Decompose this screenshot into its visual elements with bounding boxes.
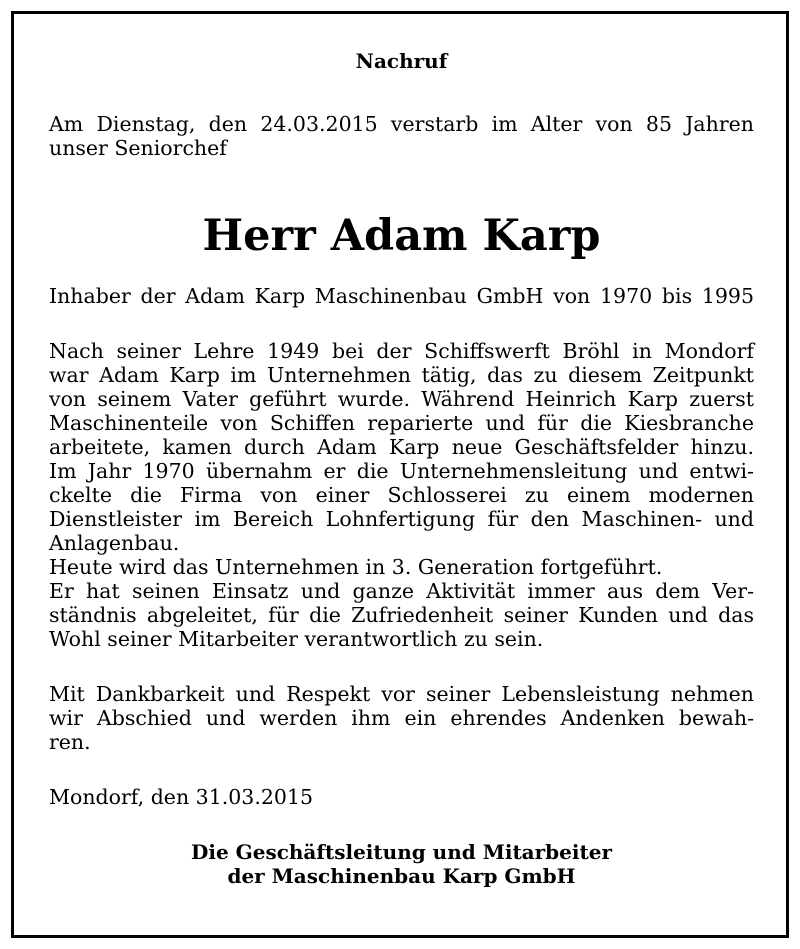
farewell-line-2: wir Abschied und werden ihm ein ehrendes Andenken bewah- [49, 706, 754, 730]
biography-line-5: arbeitete, kamen durch Adam Karp neue Geschäftsfelder hinzu. [49, 435, 754, 459]
intro-line-1: Am Dienstag, den 24.03.2015 verstarb im Alter von 85 Jahren [49, 112, 754, 136]
biography-line-6: Im Jahr 1970 übernahm er die Unternehmensleitung und entwi- [49, 459, 754, 483]
biography-line-10: Heute wird das Unternehmen in 3. Generation fortgeführt. [49, 555, 663, 579]
obituary-notice [11, 11, 789, 938]
farewell-line-1: Mit Dankbarkeit und Respekt vor seiner Lebensleistung nehmen [49, 682, 754, 706]
deceased-name: Herr Adam Karp [202, 211, 601, 261]
notice-heading: Nachruf [355, 49, 448, 73]
role-line: Inhaber der Adam Karp Maschinenbau GmbH von 1970 bis 1995 [49, 284, 754, 308]
intro-line-2: unser Seniorchef [49, 136, 227, 160]
biography-line-9: Anlagenbau. [49, 531, 180, 555]
biography-line-1: Nach seiner Lehre 1949 bei der Schiffswerft Bröhl in Mondorf [49, 339, 754, 363]
biography-line-11: Er hat seinen Einsatz und ganze Aktivität immer aus dem Ver- [49, 579, 754, 603]
place-date: Mondorf, den 31.03.2015 [49, 785, 314, 809]
biography-line-4: Maschinenteile von Schiffen reparierte und für die Kiesbranche [49, 411, 754, 435]
biography-line-8: Dienstleister im Bereich Lohnfertigung für den Maschinen- und [49, 507, 754, 531]
signature-line-1: Die Geschäftsleitung und Mitarbeiter [191, 840, 612, 864]
biography-line-7: ckelte die Firma von einer Schlosserei zu einem modernen [49, 483, 754, 507]
biography-line-3: von seinem Vater geführt wurde. Während Heinrich Karp zuerst [49, 387, 754, 411]
biography-line-2: war Adam Karp im Unternehmen tätig, das zu diesem Zeitpunkt [49, 363, 754, 387]
signature-line-2: der Maschinenbau Karp GmbH [227, 864, 576, 888]
farewell-line-3: ren. [49, 730, 91, 754]
biography-line-13: Wohl seiner Mitarbeiter verantwortlich zu sein. [49, 627, 544, 651]
biography-line-12: ständnis abgeleitet, für die Zufriedenheit seiner Kunden und das [49, 603, 754, 627]
